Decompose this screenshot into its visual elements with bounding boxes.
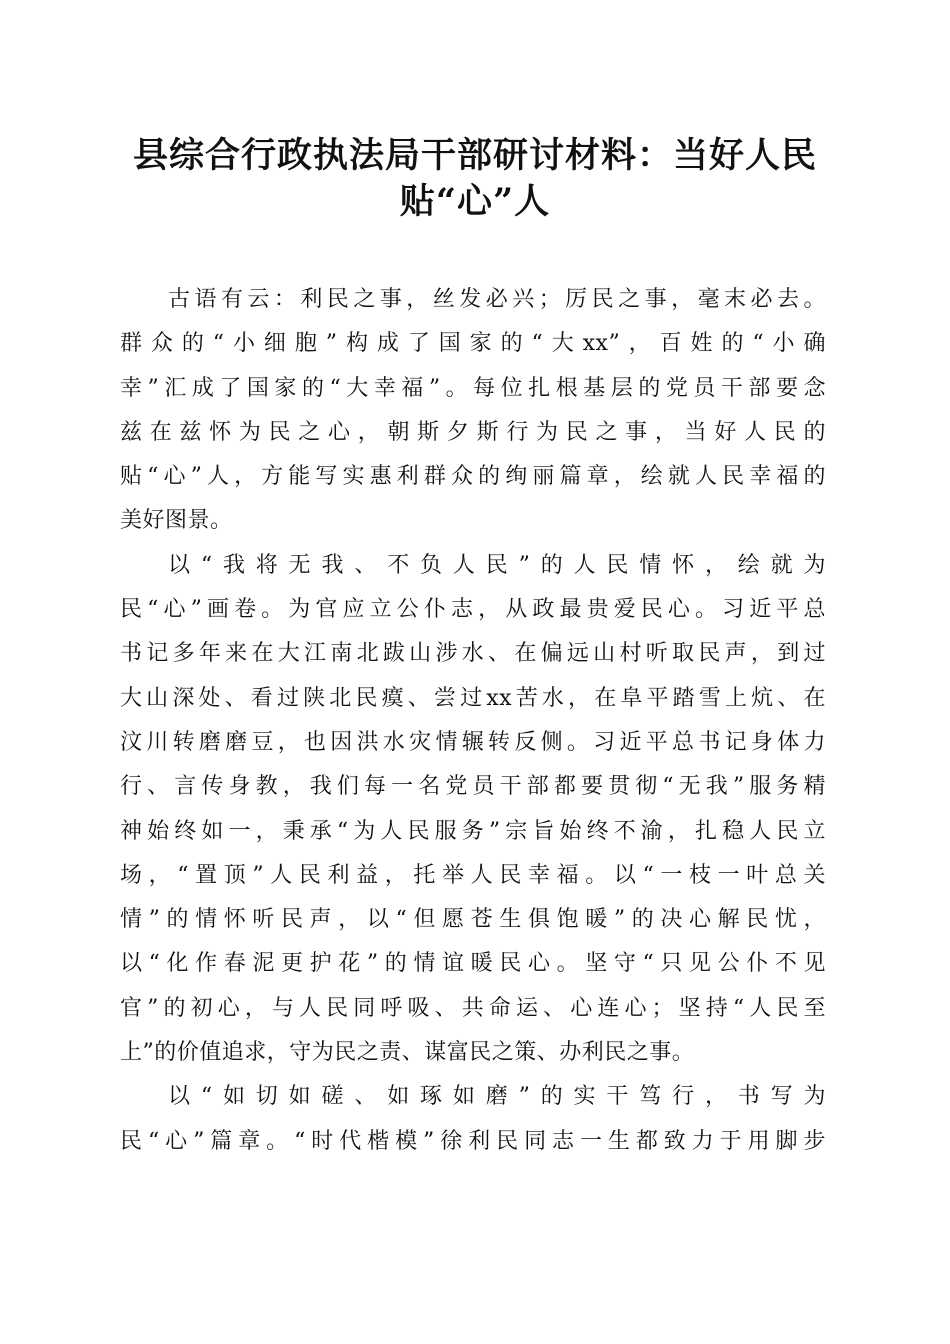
paragraph-line: 民“心”画卷。为官应立公仆志，从政最贵爱民心。习近平总 [120,597,826,623]
title-line-2: 贴“心”人 [399,181,551,222]
paragraph-line: 贴“心”人，方能写实惠利群众的绚丽篇章，绘就人民幸福的 [120,464,826,490]
paragraph-line: 场，“置顶”人民利益，托举人民幸福。以“一枝一叶总关 [120,862,826,888]
paragraph-line: 行、言传身教，我们每一名党员干部都要贯彻“无我”服务精 [120,774,826,800]
title-line-1: 县综合行政执法局干部研讨材料：当好人民 [132,135,817,176]
paragraph-3 [120,1075,826,1164]
paragraph-line: 以“我将无我、不负人民”的人民情怀，绘就为 [168,552,826,578]
paragraph-line: 上”的价值追求，守为民之责、谋富民之策、办利民之事。 [120,1040,695,1066]
paragraph-line: 以“如切如磋、如琢如磨”的实干笃行，书写为 [168,1084,826,1110]
paragraph-1 [120,278,826,544]
paragraph-line: 书记多年来在大江南北跋山涉水、在偏远山村听取民声，到过 [120,641,826,667]
paragraph-line: 情”的情怀听民声，以“但愿苍生俱饱暖”的决心解民忧， [120,907,826,933]
paragraph-2 [120,544,826,1076]
paragraph-line: 兹在兹怀为民之心，朝斯夕斯行为民之事，当好人民的 [120,419,826,445]
paragraph-line: 群众的“小细胞”构成了国家的“大xx”，百姓的“小确 [120,331,826,357]
paragraph-line: 古语有云：利民之事，丝发必兴；厉民之事，毫末必去。 [168,287,826,312]
paragraph-line: 以“化作春泥更护花”的情谊暖民心。坚守“只见公仆不见 [120,951,826,977]
document-body [120,278,826,1164]
document-title [110,133,840,225]
paragraph-line: 幸”汇成了国家的“大幸福”。每位扎根基层的党员干部要念 [120,375,826,401]
paragraph-line: 民“心”篇章。“时代楷模”徐利民同志一生都致力于用脚步 [120,1128,826,1154]
paragraph-line: 美好图景。 [120,508,233,534]
paragraph-line: 大山深处、看过陕北民瘼、尝过xx苦水，在阜平踏雪上炕、在 [120,685,826,711]
paragraph-line: 官”的初心，与人民同呼吸、共命运、心连心；坚持“人民至 [120,995,826,1021]
paragraph-line: 神始终如一，秉承“为人民服务”宗旨始终不渝，扎稳人民立 [120,818,826,844]
paragraph-line: 汶川转磨磨豆，也因洪水灾情辗转反侧。习近平总书记身体力 [120,729,826,755]
